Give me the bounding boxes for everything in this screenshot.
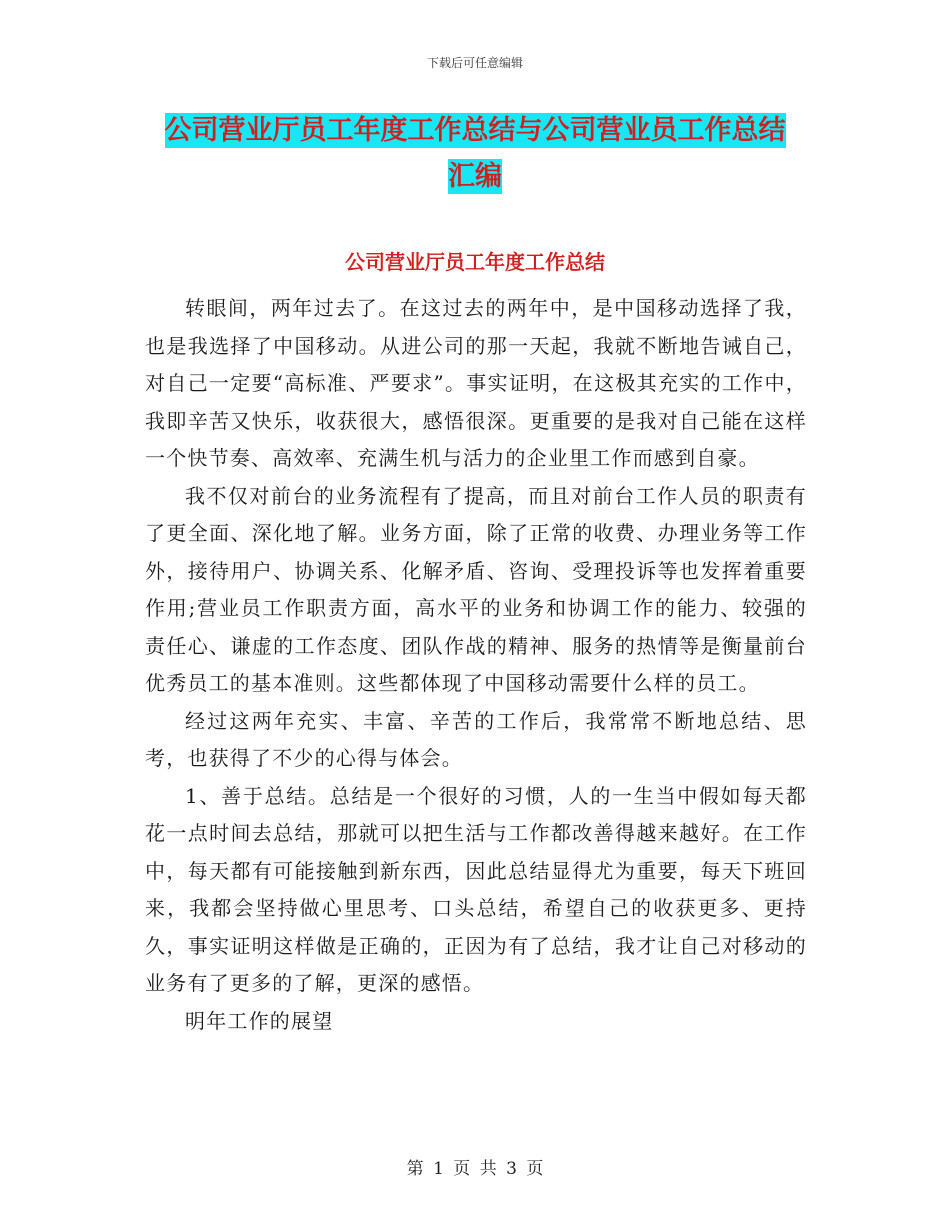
- header-note: 下载后可任意编辑: [426, 56, 523, 70]
- body-text: [145, 290, 807, 1040]
- paragraph: 1、善于总结。总结是一个很好的习惯，人的一生当中假如每天都花一点时间去总结，那就可以把生活与工作都改善得越来越好。在工作中，每天都有可能接触到新东西，因此总结显得尤为重要，每天下班回来，我都会坚持做心里思考、口头总结，希望自己的收获更多、更持久，事实证明这样做是正确的，正因为有了总结，我才让自己对移动的业务有了更多的了解，更深的感悟。: [145, 783, 807, 995]
- paragraph: 转眼间，两年过去了。在这过去的两年中，是中国移动选择了我，也是我选择了中国移动。从进公司的那一天起，我就不断地告诫自己，对自己一定要“高标准、严要求”。事实证明，在这极其充实的工作中，我即辛苦又快乐，收获很大，感悟很深。更重要的是我对自己能在这样一个快节奏、高效率、充满生机与活力的企业里工作而感到自豪。: [145, 296, 807, 470]
- document-title: [145, 108, 805, 200]
- paragraph: 经过这两年充实、丰富、辛苦的工作后，我常常不断地总结、思考，也获得了不少的心得与体会。: [145, 708, 807, 770]
- document-title-line1: 公司营业厅员工年度工作总结与公司营业员工作总结: [164, 115, 786, 146]
- page-footer: 第 1 页 共 3 页: [406, 1159, 544, 1179]
- paragraph: 明年工作的展望: [185, 1008, 334, 1033]
- document-title-line2: 汇编: [448, 161, 502, 192]
- section-title: 公司营业厅员工年度工作总结: [345, 250, 605, 274]
- paragraph: 我不仅对前台的业务流程有了提高，而且对前台工作人员的职责有了更全面、深化地了解。业务方面，除了正常的收费、办理业务等工作外，接待用户、协调关系、化解矛盾、咨询、受理投诉等也发挥着重要作用;营业员工作职责方面，高水平的业务和协调工作的能力、较强的责任心、谦虚的工作态度、团队作战的精神、服务的热情等是衡量前台优秀员工的基本准则。这些都体现了中国移动需要什么样的员工。: [145, 483, 807, 695]
